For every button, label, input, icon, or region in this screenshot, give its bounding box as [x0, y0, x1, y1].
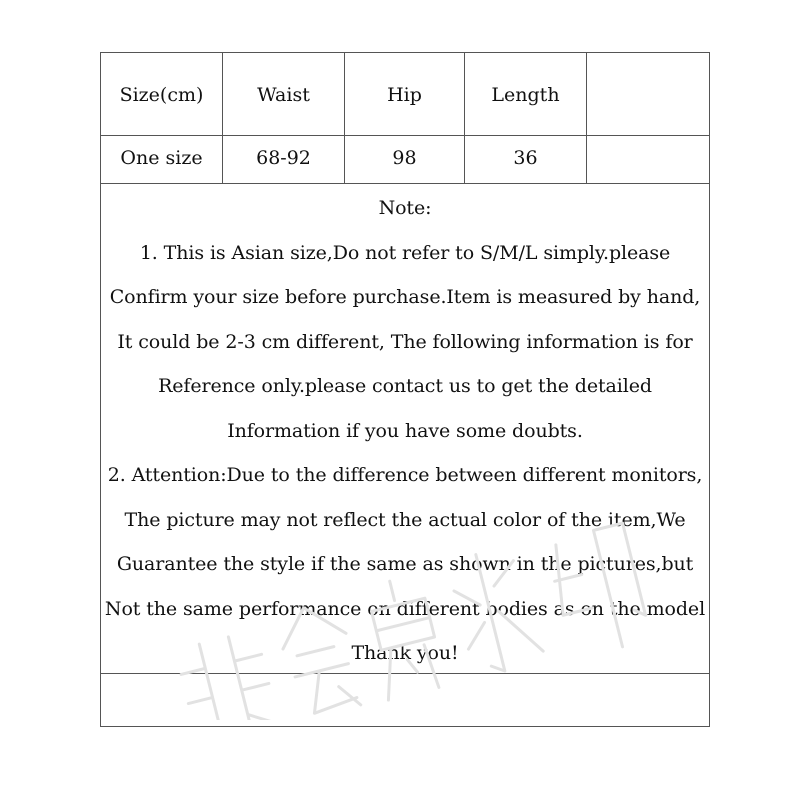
note-heading: Note:	[378, 197, 432, 219]
value-cell-size: One size	[101, 136, 223, 183]
note-line: Not the same performance on different bodies as on the model	[104, 597, 706, 620]
header-cell-hip: Hip	[345, 53, 465, 135]
note-text-block	[101, 184, 709, 676]
note-line: Information if you have some doubts.	[227, 419, 583, 442]
value-cell-length: 36	[465, 136, 587, 183]
header-cell-waist: Waist	[223, 53, 345, 135]
note-line: Reference only.please contact us to get the detailed	[158, 375, 652, 397]
note-cell	[101, 184, 709, 674]
size-chart-table	[100, 52, 710, 727]
header-cell-length: Length	[465, 53, 587, 135]
note-thanks: Thank you!	[351, 642, 459, 664]
value-cell-hip: 98	[345, 136, 465, 183]
note-line: 1. This is Asian size,Do not refer to S/M/L simply.please	[139, 241, 671, 264]
value-cell-waist: 68-92	[223, 136, 345, 183]
note-line: 2. Attention:Due to the difference between different monitors,	[107, 464, 703, 486]
header-cell-size: Size(cm)	[101, 53, 223, 135]
table-header-row	[101, 53, 709, 136]
note-line: The picture may not reflect the actual color of the item,We	[124, 508, 686, 531]
table-row	[101, 136, 709, 184]
header-cell-empty	[587, 53, 709, 135]
empty-footer-row	[101, 674, 709, 726]
note-line: Confirm your size before purchase.Item is measured by hand,	[109, 286, 701, 308]
note-line: Guarantee the style if the same as shown in the pictures,but	[116, 553, 694, 575]
value-cell-empty	[587, 136, 709, 183]
note-line: It could be 2-3 cm different, The following information is for	[117, 330, 693, 353]
